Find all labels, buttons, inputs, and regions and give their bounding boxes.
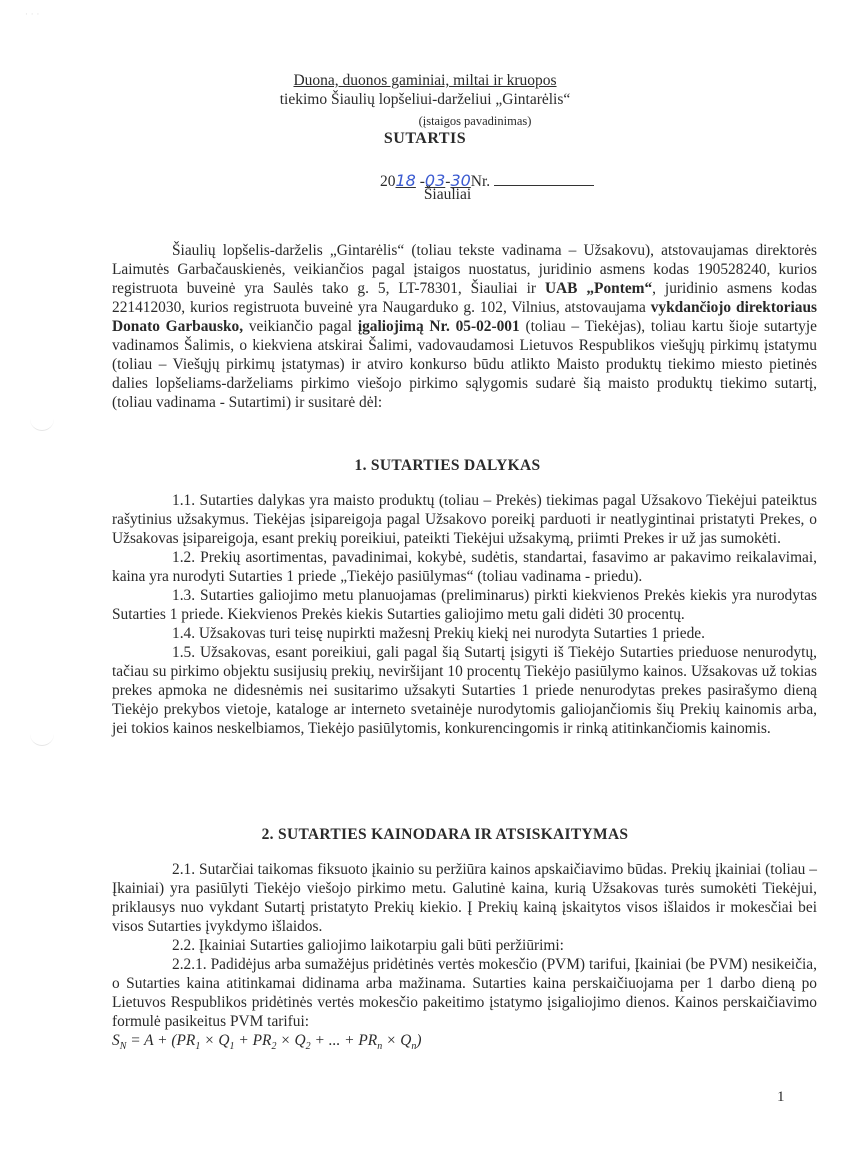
clause: 1.3. Sutarties galiojimo metu planuojamas (preliminarus) pirkti kiekvienos Prekės kiekis yra nurodytas Sutarties 1 priede. Kiekvienos Prekės kiekis Sutarties galiojimo metu gali didėti 30 procentų.: [112, 587, 817, 623]
clause: 1.5. Užsakovas, esant poreikiui, gali pagal šią Sutartį įsigyti iš Tiekėjo Sutarties prieduose nenurodytų, tačiau su pirkimo objektu susijusių prekių, neviršijant 10 procentų Tiekėjo pasiūlymo kainos. Užsakovas už tokias prekes apmoka ne didesnėmis nei susitarimo užsakyti Sutarties 1 priede nenurodytas prekes pasirašymo dieną Tiekėjo prekybos vietoje, kataloge ar interneto svetainėje nurodytomis galiojančiomis šių Prekių kainomis arba, jei tokios kainos neskelbiamos, Tiekėjo pasiūlytomis, konkurencingomis ir rinką atitinkančiomis kainomis.: [112, 644, 817, 737]
section-2-body: [112, 860, 817, 1056]
price-formula: $S_N = A + (PR_1 \times Q_1 + PR_2 \times Q_2$ + ... + $PR_n \times Q_n$): [112, 1032, 422, 1053]
contract-number-blank: [494, 171, 594, 186]
supplier-name: UAB „Pontem“: [544, 280, 653, 297]
section-heading: 1. SUTARTIES DALYKAS: [354, 457, 541, 474]
clause: 2.1. Sutarčiai taikomas fiksuoto įkainio su peržiūra kainos apskaičiavimo būdas. Prekių įkainiai (toliau – Įkainiai) yra pasiūlyti Tiekėjo viešojo pirkimo metu. Galutinė kaina, kurią Užsakovas turės sumokėti Tiekėjui, priklausys nuo vykdant Sutartį pristatyto Prekių kiekio. Į Prekių kainą įskaitytos visos išlaidos ir mokesčiai bei visos Sutarties įvykdymo išlaidos.: [112, 861, 817, 935]
section-1-body: [112, 491, 817, 738]
punch-hole-mark: [30, 418, 54, 431]
clause: 2.2.1. Padidėjus arba sumažėjus pridėtinės vertės mokesčio (PVM) tarifui, Įkainiai (be PVM) nesikeičia, o Sutarties kaina atitinkamai didinama arba mažinama. Sutarties kaina perskaičiuojama per 1 darbo dieną po Lietuvos Respublikos pridėtinės vertės mokesčio pakeitimo įstatymo įsigaliojimo dienos. Kainos perskaičiavimo formulė pasikeitus PVM tarifui:: [112, 956, 817, 1030]
supply-recipient: tiekimo Šiaulių lopšeliui-darželiui „Gintarėlis“: [279, 91, 571, 108]
power-of-attorney: įgaliojimą Nr. 05-02-001: [357, 318, 520, 335]
intro-paragraph: Šiaulių lopšelis-darželis „Gintarėlis“ (toliau tekste vadinama – Užsakovu), atstovaujamas direktorės Laimutės Garbačauskienės, veikiančios pagal įstaigos nuostatus, juridinio asmens kodas 190528240, kurios registruota buveinė yra Saulės tako g. 5, LT-78301, Šiauliai ir UAB „Pontem“, juridinio asmens kodas 221412030, kurios registruota buveinė yra Naugarduko g. 102, Vilnius, atstovaujama vykdančiojo direktoriaus Donato Garbausko, veikiančio pagal įgaliojimą Nr. 05-02-001 (toliau – Tiekėjas), toliau kartu šioje sutartyje vadinamos Šalimis, o kiekviena atskirai Šalimi, vadovaudamosi Lietuvos Respublikos viešųjų pirkimų įstatymu (toliau – Viešųjų pirkimų įstatymas) ir atviro konkurso būdu atlikto Maisto produktų tiekimo miesto pietinės dalies lopšeliams-darželiams pirkimo viešojo pirkimo sąlygomis sudarė šią maisto produktų tiekimo sutartį, (toliau vadinama - Sutartimi) ir susitarė dėl:: [112, 242, 817, 411]
section-heading: 2. SUTARTIES KAINODARA IR ATSISKAITYMAS: [261, 826, 629, 843]
clause: 1.2. Prekių asortimentas, pavadinimai, kokybė, sudėtis, standartai, fasavimo ar pakavimo reikalavimai, kaina yra nurodyti Sutarties 1 priede „Tiekėjo pasiūlymas“ (toliau vadinama - priedu).: [112, 549, 817, 585]
institution-note: (įstaigos pavadinimas): [418, 114, 532, 128]
city: Šiauliai: [423, 186, 472, 203]
handwritten-year: 18: [395, 171, 416, 190]
clause: 2.2. Įkainiai Sutarties galiojimo laikotarpiu gali būti peržiūrimi:: [172, 937, 564, 954]
date-and-number: 2018 -03-30Nr.: [380, 171, 594, 191]
clause: 1.1. Sutarties dalykas yra maisto produktų (toliau – Prekės) tiekimas pagal Užsakovo Tiekėjui pateiktus rašytinius užsakymus. Tiekėjas įsipareigoja pagal Užsakovo poreikį parduoti ir neatlygintinai pristatyti Prekes, o Užsakovas įsipareigoja, esant prekių poreikiui, pateikti Tiekėjui užsakymą, priimti Prekes ir už jas sumokėti.: [112, 492, 817, 547]
handwritten-month: 03: [424, 171, 446, 190]
contract-subject: Duona, duonos gaminiai, miltai ir kruopos: [293, 72, 557, 89]
page-number: 1: [777, 1089, 785, 1105]
clause: 1.4. Užsakovas turi teisę nupirkti mažesnį Prekių kiekį nei nurodyta Sutarties 1 priede.: [172, 625, 705, 642]
handwritten-day: 30: [450, 171, 471, 190]
punch-hole-mark: [30, 733, 54, 746]
scan-artifact: · · ·: [25, 10, 40, 20]
supplier-representative: vykdančiojo direktoriaus Donato Garbausko,: [112, 299, 817, 335]
document-title: SUTARTIS: [383, 130, 467, 147]
